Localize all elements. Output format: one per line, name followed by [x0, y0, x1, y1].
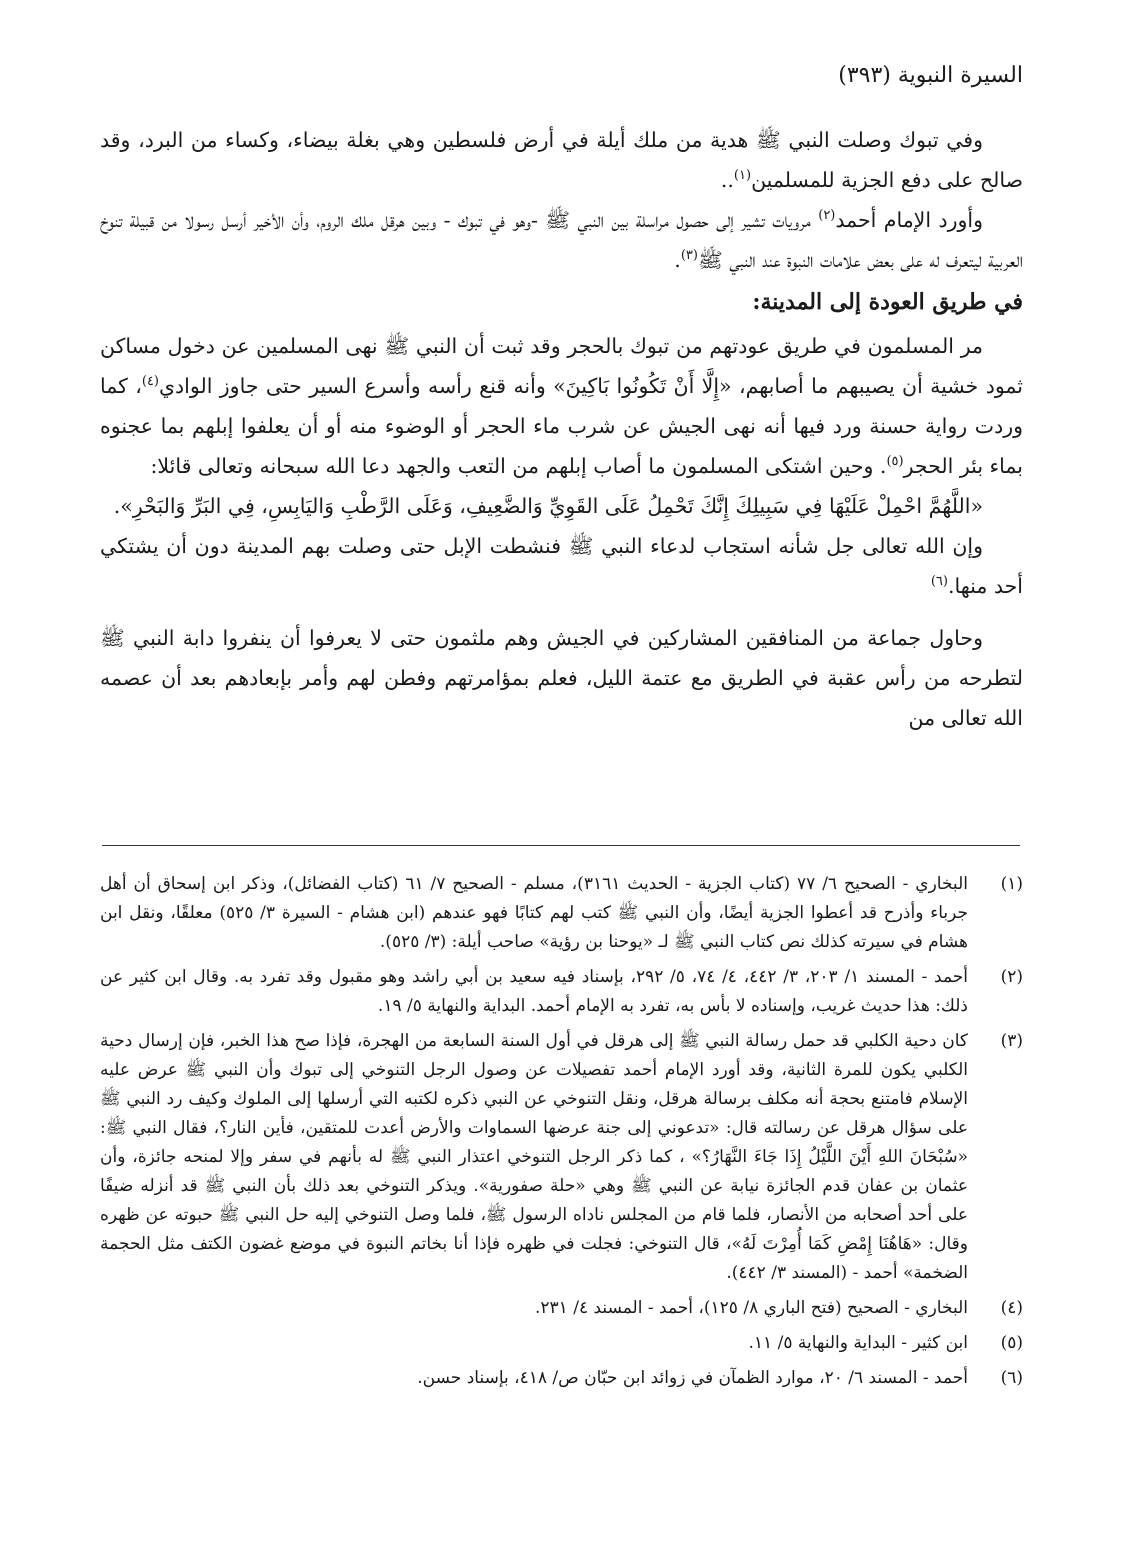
paragraph-2 [100, 200, 1023, 280]
footnote-ref-4[interactable]: (٤) [141, 374, 159, 390]
footnote-text: البخاري - الصحيح ٦/ ٧٧ (كتاب الجزية - الحديث ٣١٦١)، مسلم - الصحيح ٧/ ٦١ (كتاب الفضائل)، وذكر ابن إسحاق أن أهل جرباء وأذرح قد أعطوا الجزية أيضًا، وأن النبي ﷺ كتب لهم كتابًا فهو عندهم (ابن هشام - السيرة ٣/ ٥٢٥) معلقًا، ونقل ابن هشام في سيرته كذلك نص كتاب النبي ﷺ لـ «يوحنا بن رؤية» صاحب أيلة: (٣/ ٥٢٥). [100, 874, 968, 952]
footnote-ref-3[interactable]: (٣) [680, 248, 698, 264]
main-text [100, 120, 1023, 738]
p3-text-c: . وحين اشتكى المسلمون ما أصاب إبلهم من التعب والجهد دعا الله سبحانه وتعالى قائلا: [150, 454, 887, 478]
p3-text-a: مر المسلمون في طريق عودتهم من تبوك بالحجر وقد ثبت أن النبي ﷺ نهى المسلمين عن دخول مساكن ثمود خشية أن يصيبهم ما أصابهم، «إِلَّا أَنْ تَكُونُوا بَاكِينَ» وأنه قنع رأسه وأسرع السير حتى جاوز الوادي [100, 334, 1023, 398]
p1-text: وفي تبوك وصلت النبي ﷺ هدية من ملك أيلة في أرض فلسطين وهي بغلة بيضاء، وكساء من البرد، وقد صالح على دفع الجزية للمسلمين [100, 128, 1023, 192]
page-header-title: السيرة النبوية (٣٩٣) [838, 63, 1023, 88]
p1-end: .. [720, 168, 734, 192]
footnote-text: كان دحية الكلبي قد حمل رسالة النبي ﷺ إلى هرقل في أول السنة السابعة من الهجرة، فإذا صح هذا الخبر، فإن إرسال دحية الكلبي يكون للمرة الثانية، وقد أورد الإمام أحمد تفصيلات عن وصول الرجل التنوخي إلى تبوك وأن النبي ﷺ عرض عليه الإسلام فامتنع بحجة أنه مكلف برسالة هرقل، ونقل التنوخي عن النبي ذكره لكتبه التي أرسلها إلى الملوك وكيف رد النبي ﷺ على سؤال هرقل عن رسالته قال: «تدعوني إلى جنة عرضها السماوات والأرض أعدت للمتقين، فأين النار؟، فقال النبي ﷺ: «سُبْحَانَ اللهِ أَيْنَ اللَّيْلُ إِذَا جَاءَ النَّهَارُ؟» ، كما ذكر الرجل التنوخي اعتذار النبي ﷺ له بأنهم في سفر وإلا لمنحه جائزة، وأن عثمان بن عفان قدم الجائزة نيابة عن النبي ﷺ وهي «حلة صفورية». ويذكر التنوخي بعد ذلك بأن النبي ﷺ قد أنزله ضيفًا على أحد أصحابه من الأنصار، فلما قام من المجلس ناداه الرسول ﷺ، فلما وصل التنوخي إليه حل النبي ﷺ حبوته عن ظهره وقال: «هَاهُنَا إِمْضِ كَمَا أُمِرْتَ لَهُ»، قال التنوخي: فجلت في ظهره فإذا أنا بخاتم النبوة في موضع غضون الكتف مثل الحجمة الضخمة» أحمد - (المسند ٣/ ٤٤٢). [100, 1031, 968, 1283]
footnote-number: (١) [1000, 874, 1023, 894]
footnote-ref-1[interactable]: (١) [733, 168, 752, 184]
paragraph-5: وحاول جماعة من المنافقين المشاركين في الجيش وهم ملثمون حتى لا يعرفوا أن ينفروا دابة النبي ﷺ لتطرحه من رأس عقبة في الطريق مع عتمة الليل، فعلم بمؤامرتهم وفطن لهم وأمر بإبعادهم بعد أن عصمه الله تعالى من [100, 626, 1023, 730]
footnote-number: (٥) [1000, 1333, 1023, 1353]
footnote-number: (٢) [1000, 967, 1023, 987]
footnote-number: (٣) [1000, 1031, 1023, 1051]
footnote-6 [100, 1364, 1023, 1393]
running-header [838, 62, 1023, 90]
section-heading: في طريق العودة إلى المدينة: [752, 289, 1023, 315]
p2-end: . [674, 248, 681, 272]
footnote-text: ابن كثير - البداية والنهاية ٥/ ١١. [748, 1333, 968, 1353]
footnote-text: أحمد - المسند ١/ ٢٠٣، ٣/ ٤٤٢، ٤/ ٧٤، ٥/ ٢٩٢، بإسناد فيه سعيد بن أبي راشد وهو مقبول وقد تفرد به. وقال ابن كثير عن ذلك: هذا حديث غريب، وإسناده لا بأس به، تفرد به الإمام أحمد. البداية والنهاية ٥/ ١٩. [100, 967, 969, 1016]
footnote-1 [100, 870, 1023, 957]
paragraph-1 [100, 120, 1023, 200]
footnote-4 [100, 1294, 1023, 1323]
spacer [100, 606, 1023, 618]
footnote-2 [100, 963, 1023, 1021]
footnote-divider [102, 845, 1020, 846]
p2-text-b: مرويات تشير إلى حصول مراسلة بين النبي ﷺ -وهو في تبوك - وبين هرقل ملك الروم، وأن الأخير أرسل رسولا من قبيلة تنوخ العربية ليتعرف له على بعض علامات النبوة عند النبي ﷺ [100, 208, 1023, 272]
footnote-number: (٤) [1000, 1298, 1023, 1318]
p4-text: وإن الله تعالى جل شأنه استجاب لدعاء النبي ﷺ فنشطت الإبل حتى وصلت بهم المدينة دون أن يشتكي أحد منها. [100, 534, 1023, 598]
footnote-number: (٦) [1000, 1368, 1023, 1388]
paragraph-3 [100, 326, 1023, 486]
p3-text-b: ، كما وردت رواية حسنة ورد فيها أنه نهى الجيش عن شرب ماء الحجر أو الوضوء منه أو أن يعلفوا إبلهم بما عجنوه بماء بئر الحجر [100, 374, 1023, 478]
footnotes [100, 870, 1023, 1399]
footnote-ref-6[interactable]: (٦) [930, 574, 948, 590]
footnote-ref-5[interactable]: (٥) [886, 454, 904, 470]
paragraph-4 [100, 526, 1023, 606]
p2-text-a: وأورد الإمام أحمد [835, 208, 983, 232]
footnote-text: البخاري - الصحيح (فتح الباري ٨/ ١٢٥)، أحمد - المسند ٤/ ٢٣١. [535, 1298, 968, 1318]
dua-quote: «اللَّهُمَّ احْمِلْ عَلَيْهَا فِي سَبِيلِكَ إِنَّكَ تَحْمِلُ عَلَى القَوِيِّ وَالضَّعِيفِ، وَعَلَى الرَّطْبِ وَاليَابِسِ، فِي البَرِّ وَالبَحْرِ». [113, 494, 983, 518]
footnote-ref-2[interactable]: (٢) [818, 208, 836, 224]
footnote-3 [100, 1027, 1023, 1288]
footnote-text: أحمد - المسند ٦/ ٢٠، موارد الظمآن في زوائد ابن حبّان ص/ ٤١٨، بإسناد حسن. [417, 1368, 968, 1388]
footnote-5 [100, 1329, 1023, 1358]
